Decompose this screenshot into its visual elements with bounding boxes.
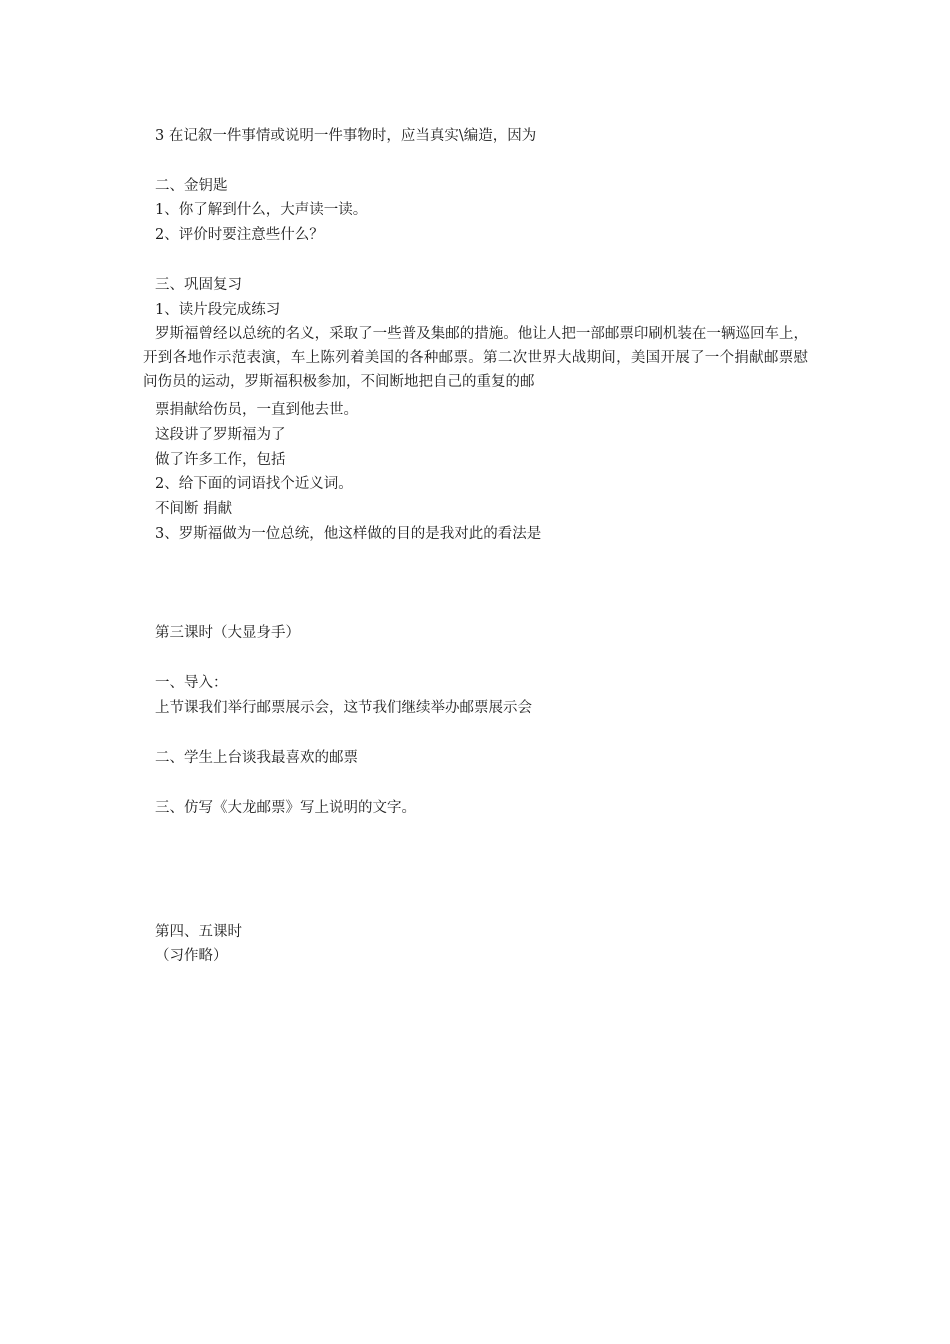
review-item-2: 2、给下面的词语找个近义词。 (155, 476, 353, 492)
question-3-text: 3 在记叙一件事情或说明一件事物时，应当真实\编造，因为 (155, 128, 537, 144)
golden-key-item-2: 2、评价时要注意些什么？ (155, 227, 324, 243)
question-1b: 做了许多工作，包括 (155, 452, 286, 468)
reading-passage: 罗斯福曾经以总统的名义，采取了一些普及集邮的措施。他让人把一部邮票印刷机装在一辆巡回车上，开到各地作示范表演，车上陈列着美国的各种邮票。第二次世界大战期间，美国开展了一个捐献邮票慰问伤员的运动，罗斯福积极参加，不间断地把自己的重复的邮 (143, 326, 808, 390)
section-heading-review: 三、巩固复习 (155, 277, 242, 293)
question-1a: 这段讲了罗斯福为了 (155, 427, 286, 443)
reading-passage-end: 票捐献给伤员，一直到他去世。 (155, 402, 358, 418)
review-item-1: 1、读片段完成练习 (155, 302, 281, 318)
section-heading-golden-key: 二、金钥匙 (155, 178, 228, 194)
lesson-4-5-note: （习作略） (155, 948, 228, 964)
lesson-3-part-3-heading: 三、仿写《大龙邮票》写上说明的文字。 (155, 800, 416, 816)
lesson-3-part-1-heading: 一、导入： (155, 675, 228, 691)
lesson-3-title: 第三课时（大显身手） (155, 625, 300, 641)
golden-key-item-1: 1、你了解到什么，大声读一读。 (155, 202, 368, 218)
lesson-3-part-2-heading: 二、学生上台谈我最喜欢的邮票 (155, 750, 358, 766)
lesson-3-part-1-text: 上节课我们举行邮票展示会，这节我们继续举办邮票展示会 (155, 700, 532, 716)
review-item-3: 3、罗斯福做为一位总统，他这样做的目的是我对此的看法是 (155, 526, 542, 542)
lesson-4-5-title: 第四、五课时 (155, 924, 242, 940)
synonym-words: 不间断 捐献 (155, 501, 233, 517)
